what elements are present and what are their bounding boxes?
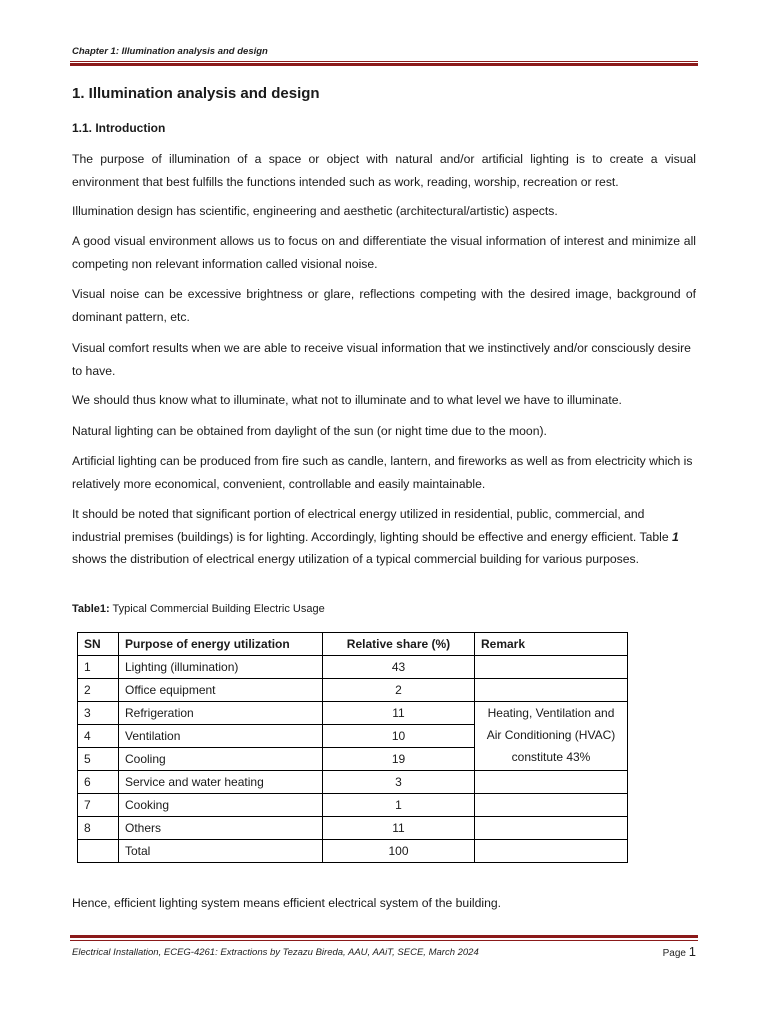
table-caption bbox=[72, 603, 325, 615]
paragraph: Artificial lighting can be produced from fire such as candle, lantern, and fireworks as well as from electricity which is relatively more economical, convenient, controllable and easily maintainable. bbox=[72, 454, 693, 491]
table-cell-share: 43 bbox=[323, 656, 475, 679]
paragraph: Visual noise can be excessive brightness or glare, reflections competing with the desired image, background of dominant pattern, etc. bbox=[72, 287, 696, 324]
table-cell-share: 11 bbox=[323, 702, 475, 725]
chapter-title: 1. Illumination analysis and design bbox=[72, 85, 320, 102]
table-cell-sn: 3 bbox=[78, 702, 119, 725]
energy-usage-table bbox=[77, 632, 628, 863]
paragraph: We should thus know what to illuminate, what not to illuminate and to what level we have to illuminate. bbox=[72, 393, 622, 407]
table-cell-purpose: Office equipment bbox=[119, 679, 323, 702]
page-header: Chapter 1: Illumination analysis and design bbox=[72, 46, 268, 57]
table-header: Remark bbox=[475, 633, 628, 656]
table-header: Relative share (%) bbox=[323, 633, 475, 656]
table-cell-purpose: Cooling bbox=[119, 748, 323, 771]
header-rule-thick bbox=[70, 63, 698, 66]
table-caption-text: Typical Commercial Building Electric Usage bbox=[109, 603, 325, 615]
page-label: Page bbox=[662, 948, 686, 959]
table-cell-sn: 5 bbox=[78, 748, 119, 771]
table-cell-share: 3 bbox=[323, 771, 475, 794]
table-row bbox=[78, 817, 628, 840]
table-cell-remark bbox=[475, 794, 628, 817]
paragraph: Visual comfort results when we are able to receive visual information that we instinctively and/or consciously desire to have. bbox=[72, 341, 691, 378]
table-cell-sn: 6 bbox=[78, 771, 119, 794]
table-row bbox=[78, 702, 628, 725]
table-cell-share: 10 bbox=[323, 725, 475, 748]
paragraph: Natural lighting can be obtained from daylight of the sun (or night time due to the moon). bbox=[72, 424, 547, 438]
table-cell-purpose: Ventilation bbox=[119, 725, 323, 748]
table-cell-purpose: Cooking bbox=[119, 794, 323, 817]
table-row bbox=[78, 771, 628, 794]
paragraph: Illumination design has scientific, engineering and aesthetic (architectural/artistic) aspects. bbox=[72, 204, 558, 218]
table-cell-sn bbox=[78, 840, 119, 863]
footer-rule-thick bbox=[70, 935, 698, 938]
table-header: Purpose of energy utilization bbox=[119, 633, 323, 656]
table-header-row bbox=[78, 633, 628, 656]
table-cell-sn: 4 bbox=[78, 725, 119, 748]
table-cell-remark bbox=[475, 656, 628, 679]
table-cell-sn: 7 bbox=[78, 794, 119, 817]
table-total-row bbox=[78, 840, 628, 863]
table-cell-remark bbox=[475, 771, 628, 794]
table-row bbox=[78, 794, 628, 817]
page-number-value: 1 bbox=[688, 944, 696, 959]
paragraph-text: shows the distribution of electrical energy utilization of a typical commercial building for various purposes. bbox=[72, 552, 639, 566]
table-cell-purpose: Lighting (illumination) bbox=[119, 656, 323, 679]
header-rule-thin bbox=[70, 61, 698, 62]
table-header: SN bbox=[78, 633, 119, 656]
table-cell-remark bbox=[475, 840, 628, 863]
table-reference: 1 bbox=[672, 529, 679, 544]
table-cell-sn: 2 bbox=[78, 679, 119, 702]
table-cell-purpose: Service and water heating bbox=[119, 771, 323, 794]
table-cell-share: 2 bbox=[323, 679, 475, 702]
table-cell-share: 19 bbox=[323, 748, 475, 771]
paragraph: The purpose of illumination of a space or object with natural and/or artificial lighting is to create a visual environment that best fulfills the functions intended such as work, reading, worship, recreation or rest. bbox=[72, 152, 696, 189]
paragraph-text: It should be noted that significant portion of electrical energy utilized in residential, public, commercial, and industrial premises (buildings) is for lighting. Accordingly, lighting should be effective and energy efficient. Table bbox=[72, 507, 673, 544]
table-cell-remark bbox=[475, 817, 628, 840]
closing-paragraph: Hence, efficient lighting system means efficient electrical system of the building. bbox=[72, 896, 502, 910]
table-row bbox=[78, 656, 628, 679]
table-cell-purpose: Others bbox=[119, 817, 323, 840]
paragraph-energy-utilization bbox=[72, 503, 696, 571]
section-title: 1.1. Introduction bbox=[72, 121, 166, 135]
page-footer: Electrical Installation, ECEG-4261: Extractions by Tezazu Bireda, AAU, AAiT, SECE, March 2024 bbox=[72, 947, 479, 958]
table-caption-label: Table1: bbox=[72, 603, 110, 615]
table-cell-share: 1 bbox=[323, 794, 475, 817]
table-cell-sn: 1 bbox=[78, 656, 119, 679]
paragraph: A good visual environment allows us to focus on and differentiate the visual information of interest and minimize all competing non relevant information called visional noise. bbox=[72, 234, 696, 271]
table-cell-sn: 8 bbox=[78, 817, 119, 840]
page-number bbox=[663, 944, 696, 959]
table-cell-share: 100 bbox=[323, 840, 475, 863]
footer-rule-thin bbox=[70, 940, 698, 941]
table-cell-share: 11 bbox=[323, 817, 475, 840]
table-row bbox=[78, 679, 628, 702]
table-cell-purpose: Refrigeration bbox=[119, 702, 323, 725]
hvac-remark: Heating, Ventilation and Air Conditioning (HVAC) constitute 43% bbox=[475, 702, 628, 771]
table-cell-remark bbox=[475, 679, 628, 702]
table-cell-purpose: Total bbox=[119, 840, 323, 863]
